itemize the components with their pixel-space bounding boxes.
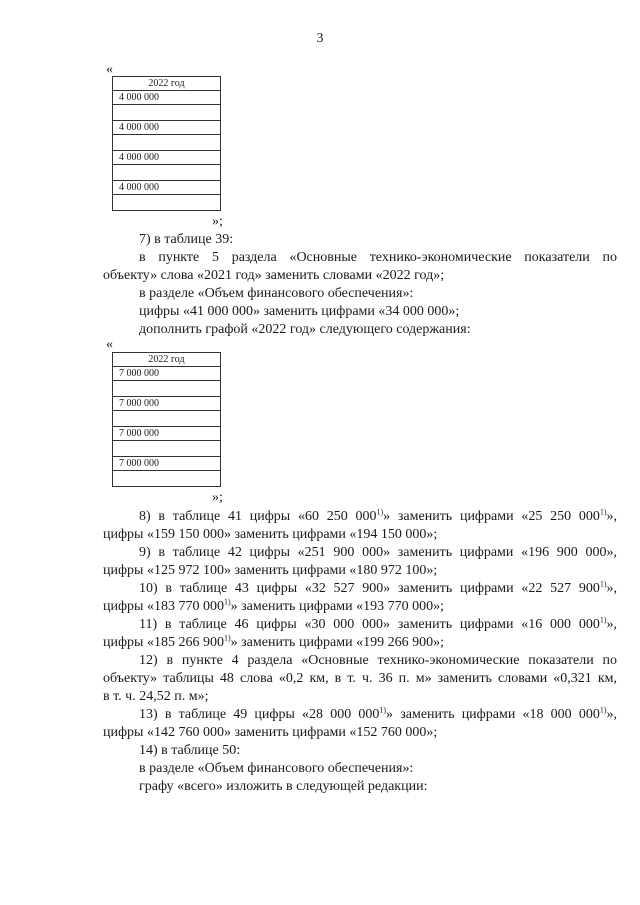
footnote-mark: 1) bbox=[599, 507, 607, 517]
text-segment: » заменить цифрами «25 250 000 bbox=[383, 509, 600, 524]
paragraph-7: 7) в таблице 39: bbox=[139, 232, 234, 247]
text-line: цифры «159 150 000» заменить цифрами «194 150 000»; bbox=[103, 527, 438, 542]
footnote-mark: 1) bbox=[223, 633, 231, 643]
text-segment: 8) в таблице 41 цифры «60 250 000 bbox=[139, 509, 377, 524]
open-quote: « bbox=[106, 337, 113, 352]
paragraph-12: 12) в пункте 4 раздела «Основные технико-экономические показатели по bbox=[139, 653, 617, 668]
table-cell: 7 000 000 bbox=[113, 367, 221, 381]
text-line: цифры «41 000 000» заменить цифрами «34 000 000»; bbox=[139, 304, 460, 319]
table-cell bbox=[113, 195, 221, 211]
table-cell bbox=[113, 441, 221, 457]
table-header: 2022 год bbox=[113, 77, 221, 91]
table-cell bbox=[113, 105, 221, 121]
text-line: объекту» слова «2021 год» заменить словами «2022 год»; bbox=[103, 268, 445, 283]
paragraph-9: 9) в таблице 42 цифры «251 900 000» заменить цифрами «196 900 000», bbox=[139, 545, 617, 560]
table-cell: 4 000 000 bbox=[113, 91, 221, 105]
paragraph-13 bbox=[139, 706, 617, 724]
table-cell: 7 000 000 bbox=[113, 427, 221, 441]
paragraph-10 bbox=[139, 580, 617, 598]
text-line: объекту» таблицы 48 слова «0,2 км, в т. ч. 36 п. м» заменить словами «0,321 км, bbox=[103, 671, 617, 686]
table-cell bbox=[113, 135, 221, 151]
table-cell bbox=[113, 411, 221, 427]
text-segment: 13) в таблице 49 цифры «28 000 000 bbox=[139, 707, 380, 722]
table-cell: 4 000 000 bbox=[113, 121, 221, 135]
footnote-mark: 1) bbox=[376, 507, 384, 517]
text-line: в разделе «Объем финансового обеспечения»: bbox=[139, 286, 414, 301]
page-number: 3 bbox=[316, 31, 324, 46]
text-line bbox=[103, 634, 444, 652]
text-segment: », bbox=[606, 581, 617, 596]
footnote-mark: 1) bbox=[599, 579, 607, 589]
table-cell: 4 000 000 bbox=[113, 151, 221, 165]
text-segment: 10) в таблице 43 цифры «32 527 900» заменить цифрами «22 527 900 bbox=[139, 581, 600, 596]
text-segment: » заменить цифрами «193 770 000»; bbox=[230, 599, 444, 614]
table-cell: 7 000 000 bbox=[113, 397, 221, 411]
text-segment: цифры «185 266 900 bbox=[103, 635, 224, 650]
table-2022-first bbox=[112, 76, 221, 211]
open-quote: « bbox=[106, 62, 113, 77]
text-line: дополнить графой «2022 год» следующего содержания: bbox=[139, 322, 471, 337]
text-line: в пункте 5 раздела «Основные технико-экономические показатели по bbox=[139, 250, 617, 265]
text-segment: цифры «183 770 000 bbox=[103, 599, 224, 614]
table-header: 2022 год bbox=[113, 353, 221, 367]
paragraph-11 bbox=[139, 616, 617, 634]
footnote-mark: 1) bbox=[379, 705, 387, 715]
footnote-mark: 1) bbox=[599, 705, 607, 715]
text-segment: 11) в таблице 46 цифры «30 000 000» заменить цифрами «16 000 000 bbox=[139, 617, 600, 632]
table-cell bbox=[113, 381, 221, 397]
text-line: цифры «142 760 000» заменить цифрами «152 760 000»; bbox=[103, 725, 438, 740]
footnote-mark: 1) bbox=[599, 615, 607, 625]
text-line: цифры «125 972 100» заменить цифрами «180 972 100»; bbox=[103, 563, 438, 578]
text-segment: » заменить цифрами «199 266 900»; bbox=[230, 635, 444, 650]
text-segment: » заменить цифрами «18 000 000 bbox=[386, 707, 600, 722]
text-line: в разделе «Объем финансового обеспечения»: bbox=[139, 761, 414, 776]
text-segment: », bbox=[606, 617, 617, 632]
text-segment: », bbox=[606, 509, 617, 524]
table-cell: 4 000 000 bbox=[113, 181, 221, 195]
close-quote: »; bbox=[212, 490, 223, 505]
text-line bbox=[103, 598, 444, 616]
paragraph-14: 14) в таблице 50: bbox=[139, 743, 241, 758]
paragraph-8 bbox=[139, 508, 617, 526]
close-quote: »; bbox=[212, 214, 223, 229]
text-segment: », bbox=[606, 707, 617, 722]
table-cell: 7 000 000 bbox=[113, 457, 221, 471]
table-cell bbox=[113, 165, 221, 181]
table-cell bbox=[113, 471, 221, 487]
text-line: графу «всего» изложить в следующей редакции: bbox=[139, 779, 428, 794]
text-line: в т. ч. 24,52 п. м»; bbox=[103, 689, 209, 704]
table-2022-second bbox=[112, 352, 221, 487]
footnote-mark: 1) bbox=[223, 597, 231, 607]
